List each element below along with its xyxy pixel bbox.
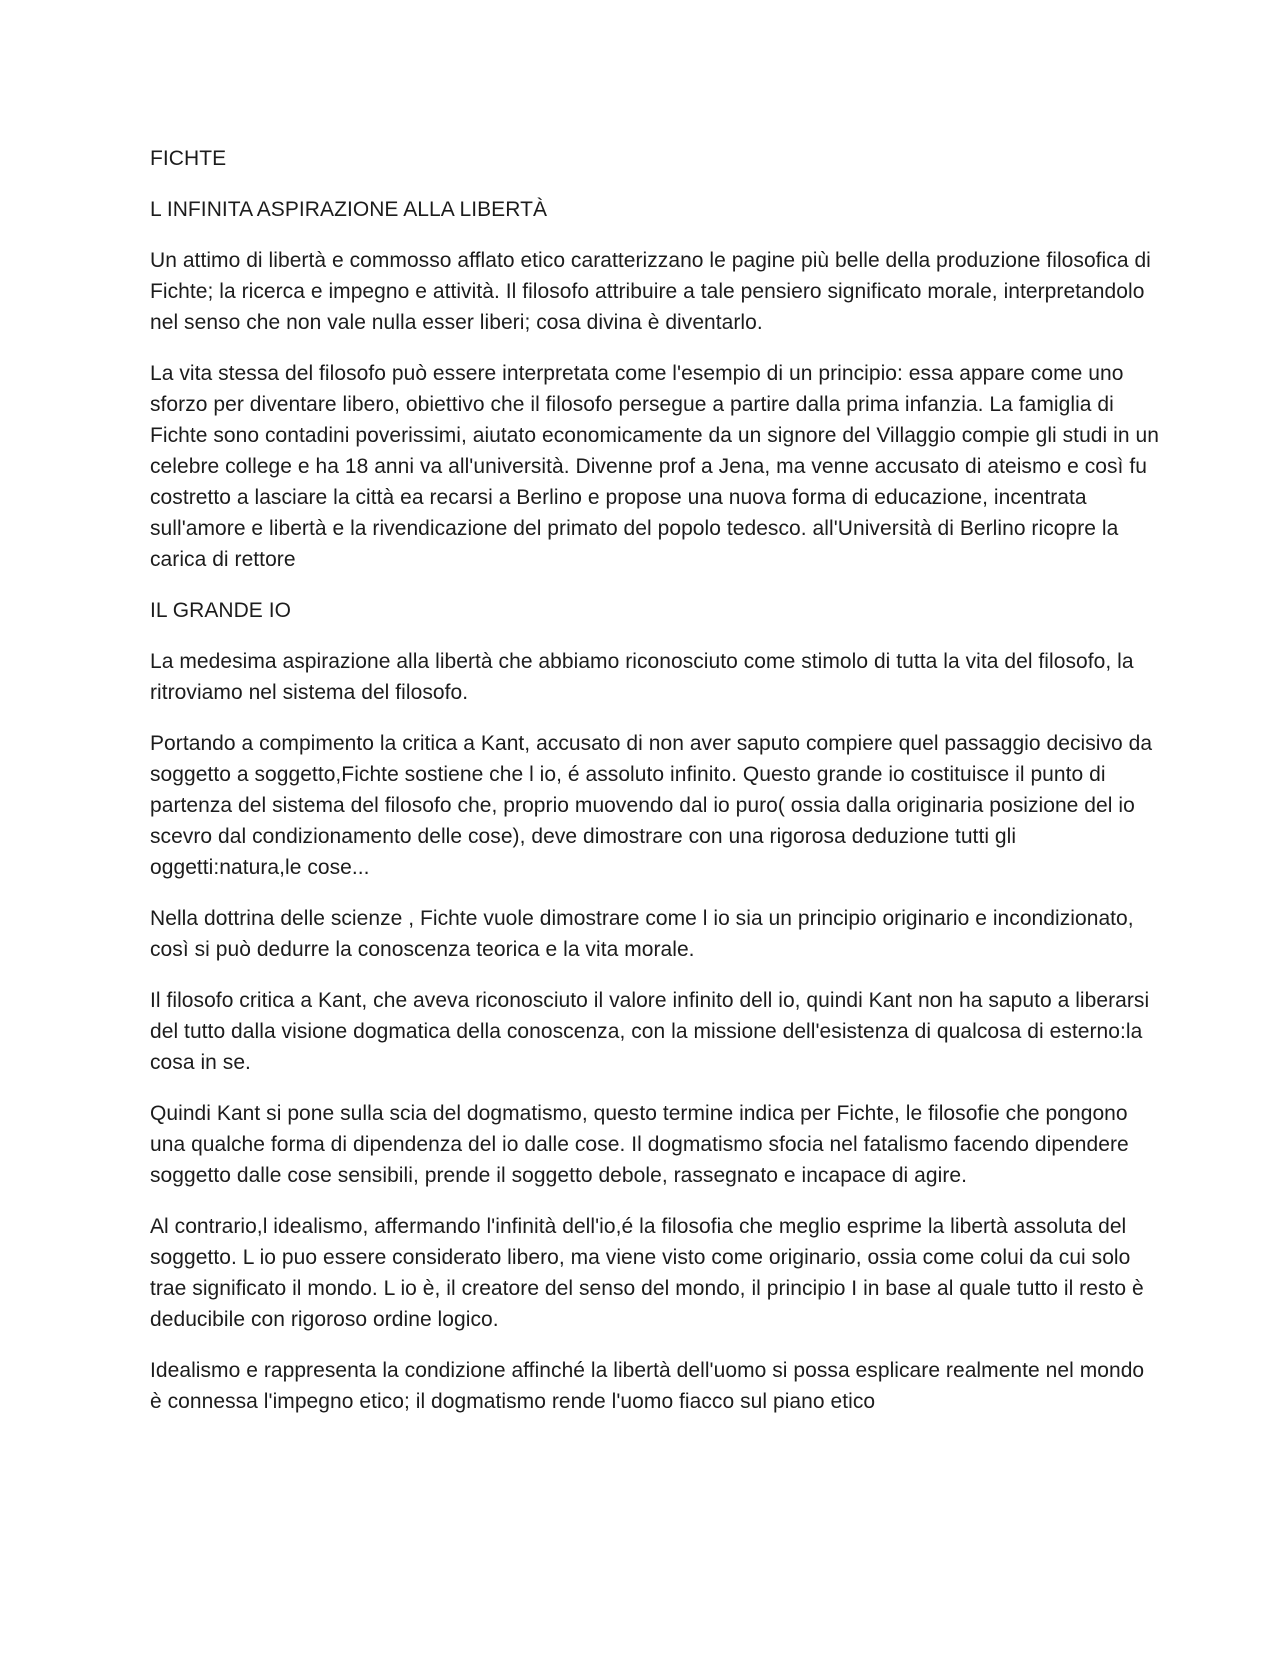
paragraph: La medesima aspirazione alla libertà che abbiamo riconosciuto come stimolo di tutta la vita del filosofo, la ritroviamo nel sistema del filosofo. [150,650,1134,704]
paragraph: La vita stessa del filosofo può essere interpretata come l'esempio di un principio: essa appare come uno sforzo per diventare libero, obiettivo che il filosofo persegue a partire dalla prima infanzia. La famiglia di Fichte sono contadini poverissimi, aiutato economicamente da un signore del Villaggio compie gli studi in un celebre college e ha 18 anni va all'università. Divenne prof a Jena, ma venne accusato di ateismo e così fu costretto a lasciare la città ea recarsi a Berlino e propose una nuova forma di educazione, incentrata sull'amore e libertà e la rivendicazione del primato del popolo tedesco. all'Università di Berlino ricopre la carica di rettore [150,362,1159,571]
section-heading-liberta: L INFINITA ASPIRAZIONE ALLA LIBERTÀ [150,198,548,221]
paragraph: Portando a compimento la critica a Kant, accusato di non aver saputo compiere quel passaggio decisivo da soggetto a soggetto,Fichte sostiene che l io, é assoluto infinito. Questo grande io costituisce il punto di partenza del sistema del filosofo che, proprio muovendo dal io puro( ossia dalla originaria posizione del io scevro dal condizionamento delle cose), deve dimostrare con una rigorosa deduzione tutti gli oggetti:natura,le cose... [150,732,1153,879]
paragraph: Un attimo di libertà e commosso afflato etico caratterizzano le pagine più belle della produzione filosofica di Fichte; la ricerca e impegno e attività. Il filosofo attribuire a tale pensiero significato morale, interpretandolo nel senso che non vale nulla esser liberi; cosa divina è diventarlo. [150,249,1151,334]
section-heading-grande-io: IL GRANDE IO [150,599,292,622]
document-title: FICHTE [150,147,227,170]
paragraph: Idealismo e rappresenta la condizione affinché la libertà dell'uomo si possa esplicare realmente nel mondo è connessa l'impegno etico; il dogmatismo rende l'uomo fiacco sul piano etico [150,1359,1145,1413]
paragraph: Nella dottrina delle scienze , Fichte vuole dimostrare come l io sia un principio originario e incondizionato, così si può dedurre la conoscenza teorica e la vita morale. [150,907,1134,961]
paragraph: Quindi Kant si pone sulla scia del dogmatismo, questo termine indica per Fichte, le filosofie che pongono una qualche forma di dipendenza del io dalle cose. Il dogmatismo sfocia nel fatalismo facendo dipendere soggetto dalle cose sensibili, prende il soggetto debole, rassegnato e incapace di agire. [150,1102,1129,1187]
document-page [150,143,1160,1437]
paragraph: Il filosofo critica a Kant, che aveva riconosciuto il valore infinito dell io, quindi Kant non ha saputo a liberarsi del tutto dalla visione dogmatica della conoscenza, con la missione dell'esistenza di qualcosa di esterno:la cosa in se. [150,989,1150,1074]
paragraph: Al contrario,l idealismo, affermando l'infinità dell'io,é la filosofia che meglio esprime la libertà assoluta del soggetto. L io puo essere considerato libero, ma viene visto come originario, ossia come colui da cui solo trae significato il mondo. L io è, il creatore del senso del mondo, il principio I in base al quale tutto il resto è deducibile con rigoroso ordine logico. [150,1215,1144,1331]
